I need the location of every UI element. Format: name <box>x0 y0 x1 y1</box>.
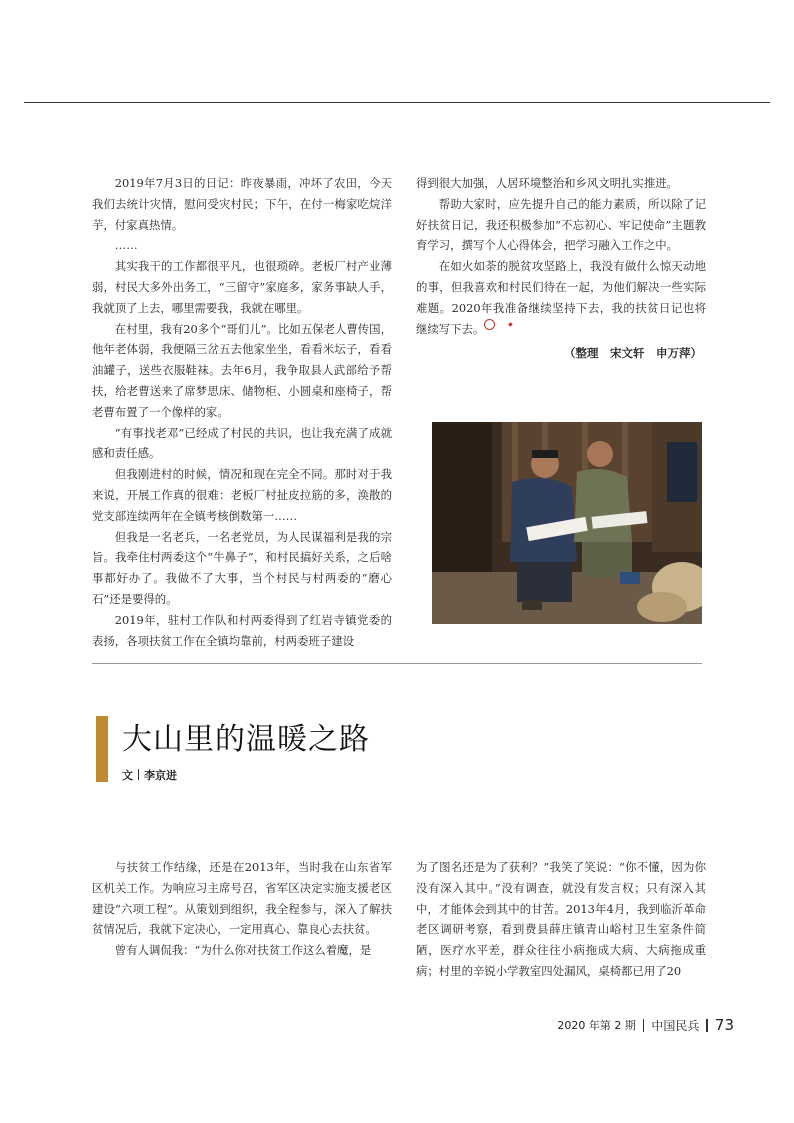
paragraph: 2019年，驻村工作队和村两委得到了红岩寺镇党委的表扬，各项扶贫工作在全镇均靠前，村两委班子建设 <box>92 612 392 648</box>
article2-column-1 <box>92 857 392 961</box>
byline <box>122 767 177 783</box>
paragraph: …… <box>114 238 138 253</box>
paragraph: 但我是一名老兵，一名老党员，为人民谋福利是我的宗旨。我牵住村两委这个“牛鼻子”，和村民搞好关系，之后啥事都好办了。我做不了大事，当个村民与村两委的“磨心石”还是要得的。 <box>92 529 392 606</box>
title-accent-bar <box>96 716 108 782</box>
paragraph: 曾有人调侃我：“为什么你对扶贫工作这么着魔，是 <box>114 943 372 958</box>
photo-two-men-reading <box>432 422 702 624</box>
article-title: 大山里的温暖之路 <box>122 722 370 757</box>
author-name: 李京进 <box>144 769 177 782</box>
paragraph: 帮助大家时，应先提升自己的能力素质，所以除了记好扶贫日记，我还积极参加“不忘初心、牢记使命”主题教育学习，撰写个人心得体会，把学习融入工作之中。 <box>416 196 706 253</box>
header-rule <box>24 102 770 103</box>
paragraph: 与扶贫工作结缘，还是在2013年，当时我在山东省军区机关工作。为响应习主席号召，省军区决定实施支援老区建设“六项工程”。从策划到组织，我全程参与，深入了解扶贫情况后，我就下定决心，一定用真心、靠良心去扶贫。 <box>92 860 392 937</box>
paragraph: 但我刚进村的时候，情况和现在完全不同。那时对于我来说，开展工作真的很难：老板厂村扯皮拉筋的多，涣散的党支部连续两年在全镇考核倒数第一…… <box>92 467 392 523</box>
section-divider <box>92 663 702 664</box>
byline-separator <box>138 769 139 780</box>
article1-column-2 <box>416 173 706 364</box>
paragraph: 在村里，我有20多个“哥们儿”。比如五保老人曹传国，他年老体弱，我便隔三岔五去他家坐坐，看看米坛子，看看油罐子，送些衣服鞋袜。去年6月，我争取县人武部给予帮扶，给老曹送来了席梦思床、储物柜、小圆桌和座椅子，帮老曹布置了一个像样的家。 <box>92 321 392 419</box>
paragraph-last <box>416 256 706 339</box>
byline-prefix: 文 <box>122 769 133 782</box>
paragraph: 2019年7月3日的日记：昨夜暴雨，冲坏了农田，今天我们去统计灾情，慰问受灾村民；下午，在付一梅家吃烷洋芋，付家真热情。 <box>92 176 392 232</box>
editor-credit: （整理 宋文轩 申万萍） <box>564 346 702 361</box>
page-number: 73 <box>714 1016 734 1034</box>
magazine-name: 中国民兵 <box>651 1018 700 1033</box>
article1-column-1 <box>92 173 392 651</box>
page-footer <box>557 1016 734 1034</box>
paragraph-continuation: 为了图名还是为了获利？”我笑了笑说：“你不懂，因为你没有深入其中。”没有调查，就没有发言权；只有深入其中，才能体会到其中的甘苦。2013年4月，我到临沂革命老区调研考察，看到费县薛庄镇青山峪村卫生室条件简陋，医疗水平差，群众往往小病拖成大病、大病拖成重病；村里的辛锐小学教室四处漏风，桌椅都已用了20 <box>416 860 706 978</box>
paragraph: 其实我干的工作都很平凡，也很琐碎。老板厂村产业薄弱，村民大多外出务工，“三留守”家庭多，家务事缺人手，我就顶了上去，哪里需要我，我就在哪里。 <box>92 259 392 315</box>
end-mark-icon: ◆ <box>484 319 495 330</box>
article2-column-2 <box>416 857 706 982</box>
paragraph-text: 在如火如荼的脱贫攻坚路上，我没有做什么惊天动地的事，但我喜欢和村民们待在一起，为他们解决一些实际难题。2020年我准备继续坚持下去，我的扶贫日记也将继续写下去。 <box>416 259 706 336</box>
issue-number: 2020 年第 2 期 <box>557 1019 636 1032</box>
paragraph-continuation: 得到很大加强，人居环境整治和乡风文明扎实推进。 <box>416 176 678 190</box>
footer-separator <box>706 1019 708 1032</box>
footer-separator <box>643 1019 645 1032</box>
paragraph: “有事找老邓”已经成了村民的共识，也让我充满了成就感和责任感。 <box>92 425 392 461</box>
